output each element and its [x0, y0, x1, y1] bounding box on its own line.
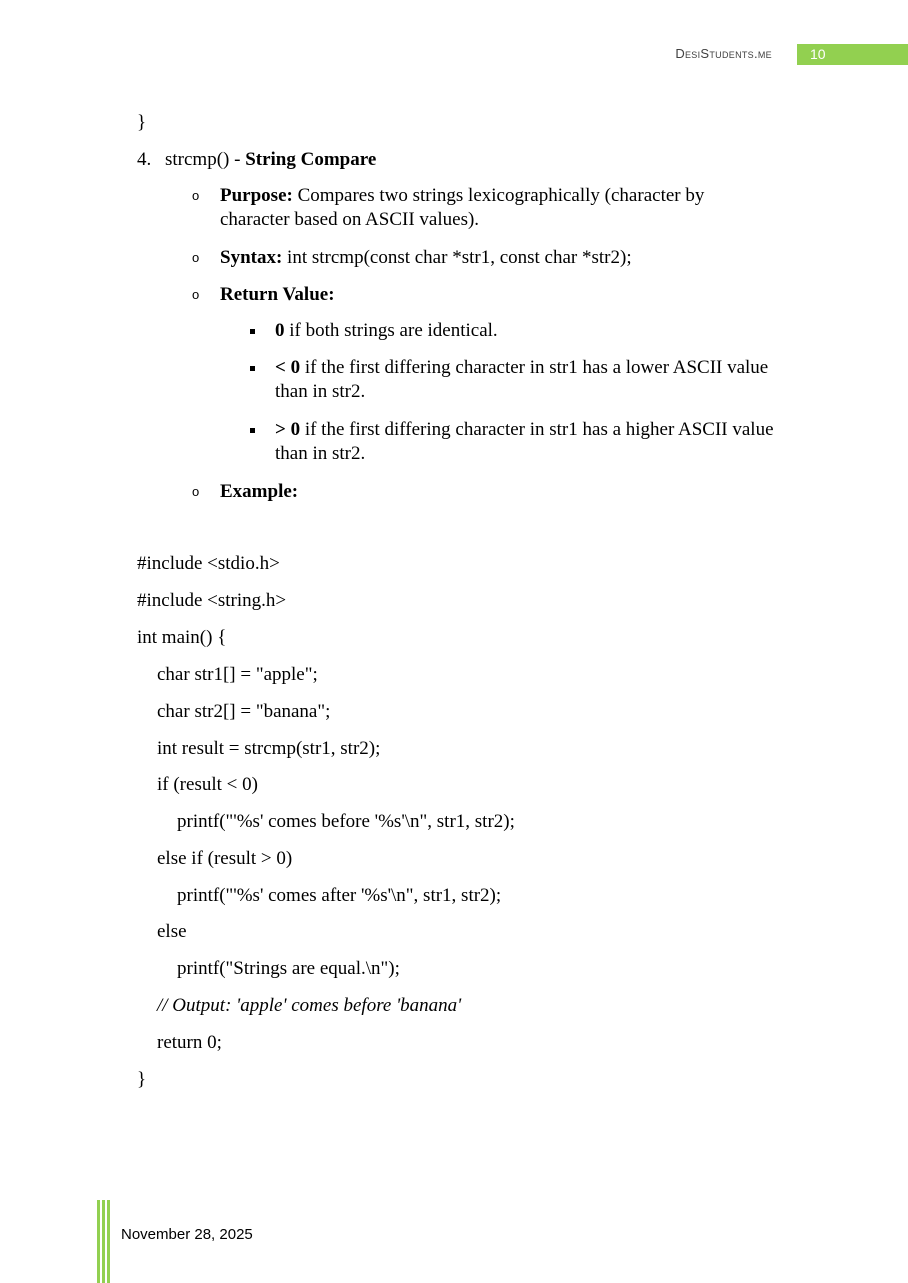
code-line: char str1[] = "apple"; — [157, 664, 318, 685]
return-positive-text: if the first differing character in str1 has a higher ASCII value — [304, 419, 774, 440]
square-bullet-icon — [250, 329, 255, 334]
example-label: Example: — [220, 481, 299, 502]
code-line: #include <string.h> — [137, 590, 287, 611]
return-positive — [275, 418, 774, 442]
code-line: int main() { — [137, 627, 227, 648]
circle-bullet-icon: o — [192, 250, 200, 265]
return-negative — [275, 356, 768, 380]
purpose-text: Compares two strings lexicographically (character by — [297, 185, 705, 206]
return-positive-text-cont: than in str2. — [275, 443, 366, 464]
closing-brace: } — [137, 112, 147, 133]
footer-bar — [107, 1200, 110, 1283]
code-line: printf("'%s' comes before '%s'\n", str1, str2); — [177, 811, 515, 832]
site-name: DesiStudents.me — [675, 46, 772, 61]
function-name: strcmp() - — [165, 149, 241, 170]
page-number: 10 — [810, 46, 826, 62]
syntax-label: Syntax: — [220, 247, 283, 268]
code-line: } — [137, 1069, 147, 1090]
circle-bullet-icon: o — [192, 484, 200, 499]
list-item-number: 4. — [137, 149, 152, 170]
syntax-text: int strcmp(const char *str1, const char *str2); — [287, 247, 632, 268]
return-value-label: Return Value: — [220, 284, 335, 305]
return-negative-text-cont: than in str2. — [275, 381, 366, 402]
return-zero-value: 0 — [275, 320, 285, 341]
purpose-text-cont: character based on ASCII values). — [220, 209, 480, 230]
code-line: return 0; — [157, 1032, 222, 1053]
code-line: printf("'%s' comes after '%s'\n", str1, str2); — [177, 885, 502, 906]
return-negative-text: if the first differing character in str1 has a lower ASCII value — [304, 357, 769, 378]
return-zero-text: if both strings are identical. — [289, 320, 498, 341]
footer-date: November 28, 2025 — [121, 1226, 253, 1243]
return-positive-value: > 0 — [275, 419, 301, 440]
section-title: String Compare — [245, 149, 377, 170]
code-line: else — [157, 921, 187, 942]
code-comment: // Output: 'apple' comes before 'banana' — [157, 995, 462, 1016]
return-zero — [275, 319, 498, 343]
return-negative-value: < 0 — [275, 357, 301, 378]
code-line: if (result < 0) — [157, 774, 258, 795]
section-heading — [165, 148, 376, 172]
square-bullet-icon — [250, 366, 255, 371]
code-line: printf("Strings are equal.\n"); — [177, 958, 400, 979]
purpose-line — [220, 184, 704, 208]
circle-bullet-icon: o — [192, 287, 200, 302]
code-line: char str2[] = "banana"; — [157, 701, 331, 722]
footer-bar — [97, 1200, 100, 1283]
footer-bar — [102, 1200, 105, 1283]
square-bullet-icon — [250, 428, 255, 433]
syntax-line — [220, 246, 632, 270]
code-line: int result = strcmp(str1, str2); — [157, 738, 381, 759]
purpose-label: Purpose: — [220, 185, 293, 206]
circle-bullet-icon: o — [192, 188, 200, 203]
code-line: #include <stdio.h> — [137, 553, 280, 574]
code-line: else if (result > 0) — [157, 848, 293, 869]
